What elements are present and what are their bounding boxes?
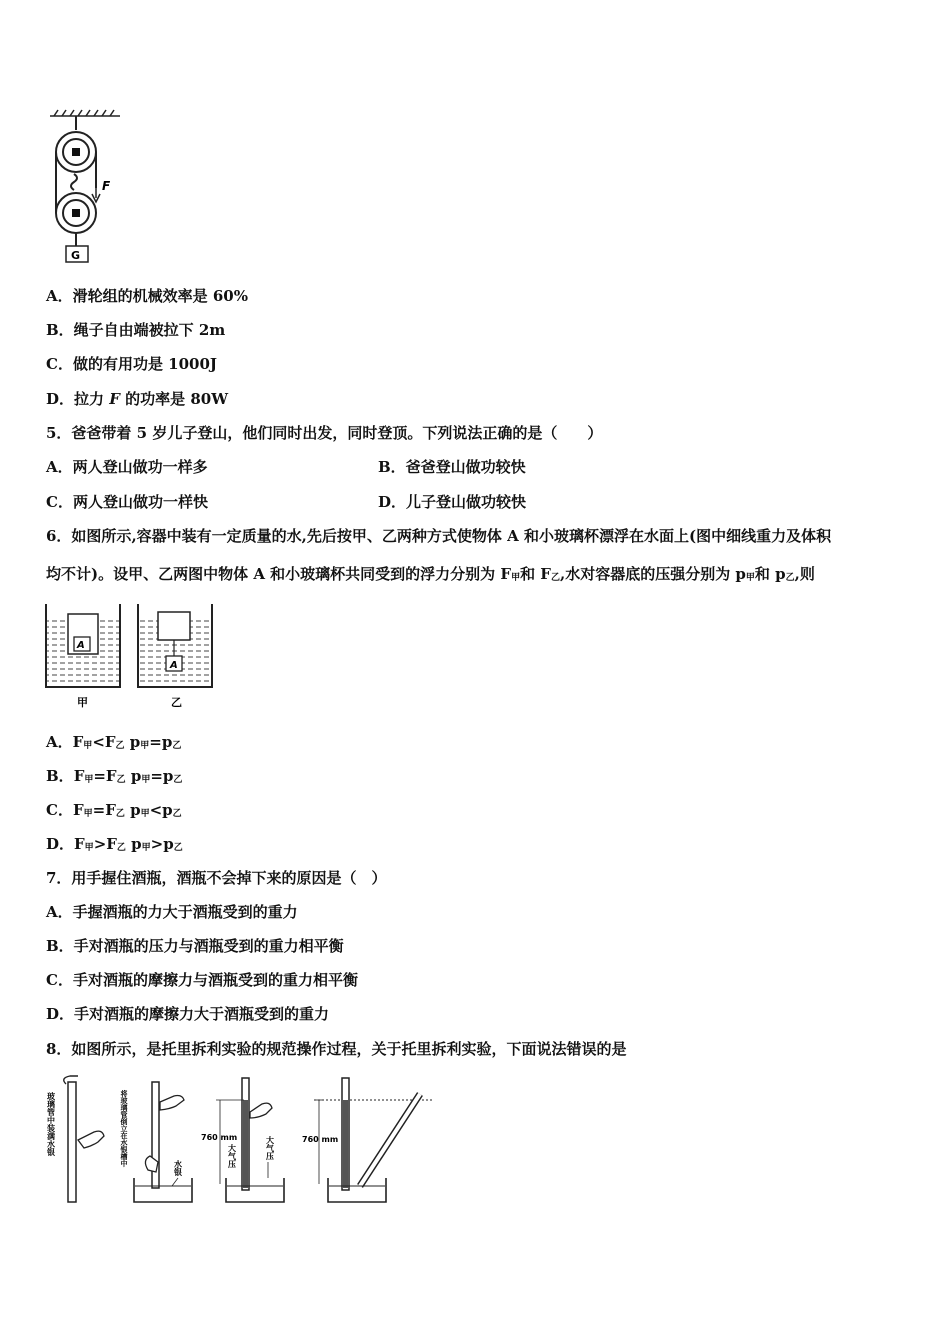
q5-option-a: A．两人登山做功一样多 bbox=[46, 458, 208, 476]
q6-option-d: D．F甲>F乙 p甲>p乙 bbox=[46, 835, 183, 853]
hand-icon bbox=[78, 1131, 104, 1148]
force-label: F bbox=[102, 179, 111, 193]
step4-tilted bbox=[302, 1078, 434, 1202]
q7-option-c: C．手对酒瓶的摩擦力与酒瓶受到的重力相平衡 bbox=[46, 971, 358, 989]
caption-jia: 甲 bbox=[77, 696, 88, 709]
weight-label: G bbox=[71, 249, 81, 262]
object-a-jia: A bbox=[77, 640, 85, 651]
q6-option-c: C．F甲=F乙 p甲<p乙 bbox=[46, 801, 182, 819]
step1-filling bbox=[46, 1076, 105, 1202]
q5-stem: 5．爸爸带着 5 岁儿子登山，他们同时出发，同时登顶。下列说法正确的是（ ） bbox=[46, 424, 603, 442]
container-yi bbox=[138, 604, 212, 687]
pressure-label-1: 大气压 bbox=[227, 1144, 237, 1168]
pressure-label-2: 大气压 bbox=[265, 1136, 275, 1160]
hand-icon bbox=[250, 1103, 272, 1118]
q7-stem: 7．用手握住酒瓶，酒瓶不会掉下来的原因是（ ） bbox=[46, 869, 387, 887]
q7-option-a: A．手握酒瓶的力大于酒瓶受到的重力 bbox=[46, 903, 298, 921]
torricelli-figure bbox=[44, 1074, 444, 1210]
q4-option-d: D．拉力 F 的功率是 80W bbox=[46, 390, 229, 408]
q5-option-d: D．儿子登山做功较快 bbox=[378, 493, 527, 511]
q4-option-c: C．做的有用功是 1000J bbox=[46, 355, 218, 373]
container-jia bbox=[46, 604, 120, 687]
step2-inverting bbox=[120, 1082, 193, 1202]
q4-option-a: A．滑轮组的机械效率是 60% bbox=[46, 287, 248, 305]
q4-option-b: B．绳子自由端被拉下 2m bbox=[46, 321, 226, 339]
step1-label: 玻璃管中装满水银 bbox=[46, 1092, 56, 1156]
step2-label: 将玻璃管倒立在水银槽中 bbox=[120, 1090, 128, 1167]
object-a-yi: A bbox=[170, 660, 178, 671]
mercury-label: 水银 bbox=[173, 1160, 183, 1176]
height-label-1: 760 mm bbox=[201, 1133, 238, 1142]
caption-yi: 乙 bbox=[171, 696, 182, 709]
container-figure bbox=[44, 600, 224, 712]
q6-stem-line2: 均不计)。设甲、乙两图中物体 A 和小玻璃杯共同受到的浮力分别为 F甲和 F乙,水对容器底的压强分别为 p甲和 p乙,则 bbox=[46, 565, 815, 583]
q6-option-a: A．F甲<F乙 p甲=p乙 bbox=[46, 733, 182, 751]
pulley-figure bbox=[44, 108, 134, 268]
q7-option-d: D．手对酒瓶的摩擦力大于酒瓶受到的重力 bbox=[46, 1005, 330, 1023]
q8-stem: 8．如图所示，是托里拆利实验的规范操作过程，关于托里拆利实验，下面说法错误的是 bbox=[46, 1040, 627, 1058]
q7-option-b: B．手对酒瓶的压力与酒瓶受到的重力相平衡 bbox=[46, 937, 344, 955]
step3-measuring bbox=[201, 1078, 284, 1202]
q5-option-b: B．爸爸登山做功较快 bbox=[378, 458, 526, 476]
hand-icon bbox=[160, 1096, 184, 1111]
q5-option-c: C．两人登山做功一样快 bbox=[46, 493, 208, 511]
q6-stem-line1: 6．如图所示,容器中装有一定质量的水,先后按甲、乙两种方式使物体 A 和小玻璃杯漂浮在水面上(图中细线重力及体积 bbox=[46, 527, 832, 545]
q6-option-b: B．F甲=F乙 p甲=p乙 bbox=[46, 767, 183, 785]
ceiling-hatch bbox=[50, 110, 120, 116]
height-label-2: 760 mm bbox=[302, 1135, 339, 1144]
